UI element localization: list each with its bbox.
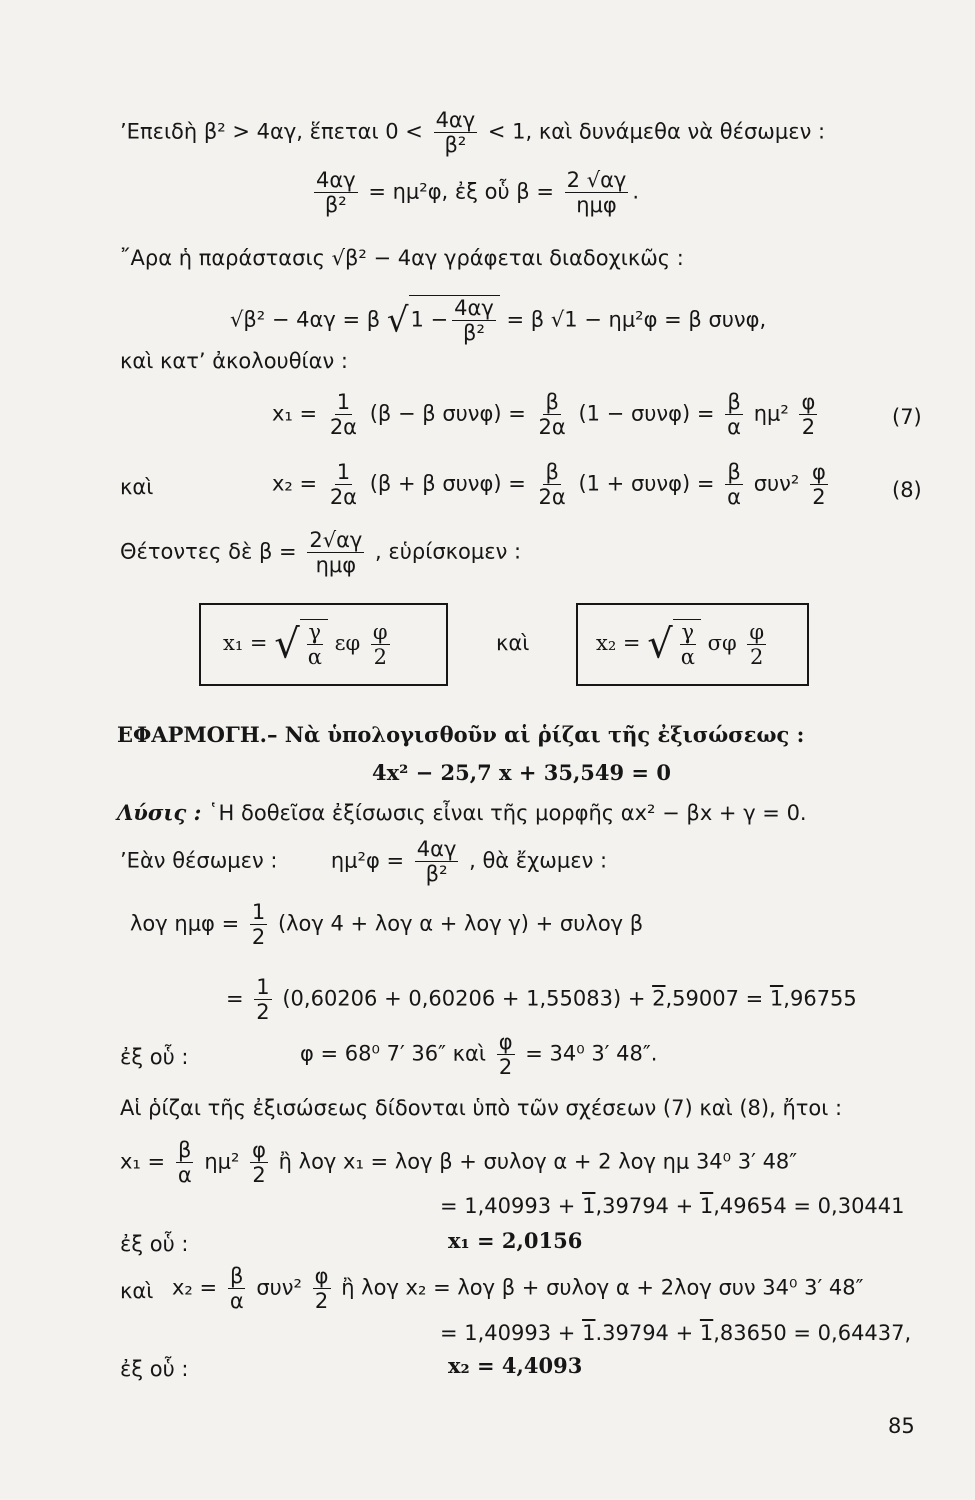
numerator: φ — [498, 1030, 513, 1054]
denominator: 2α — [329, 485, 358, 509]
text: λογ ημφ = — [130, 911, 240, 936]
text: 1 − — [410, 307, 449, 332]
x2-result: x₂ = 4,4093 — [448, 1353, 583, 1378]
text: (λογ 4 + λογ α + λογ γ) + συλογ β — [277, 911, 644, 936]
radicand — [300, 619, 328, 669]
denominator: 2 — [498, 1055, 513, 1079]
denominator: 2 — [252, 1163, 266, 1187]
root-2-line — [172, 1264, 864, 1313]
kai-label: καὶ — [120, 475, 154, 499]
bar-digit: 1 — [699, 1321, 714, 1345]
text: συν² — [753, 471, 800, 496]
numerator: φ — [749, 620, 765, 644]
fraction — [565, 168, 629, 217]
fraction — [314, 168, 358, 217]
line-8 — [120, 528, 521, 577]
fraction — [328, 460, 359, 509]
fraction — [176, 1138, 194, 1187]
denominator: 2α — [538, 415, 566, 439]
line-2: $\frac{4\alpha\gamma}{\text{β²}}$ = ημ²φ, ἐξ οὗ β = $\frac{2 √\alpha\gamma}{\text{ημφ}}$ . — [316, 168, 640, 217]
solution-line — [117, 800, 807, 826]
text: = β √1 − ημ²φ = β συνφ, — [506, 307, 767, 332]
denominator: 2α — [538, 485, 566, 509]
set-line — [120, 837, 607, 886]
fraction — [371, 620, 390, 669]
radical-sign: √ — [274, 621, 300, 668]
fraction — [250, 900, 267, 949]
kai-label: καὶ — [120, 1279, 154, 1303]
fraction — [313, 1264, 331, 1313]
text: (β − β συνφ) = — [369, 401, 526, 426]
solution-label: Λύσις : — [117, 800, 202, 825]
numerator: β — [545, 460, 559, 484]
numerator: φ — [801, 390, 816, 414]
text: = — [226, 986, 244, 1011]
text: (1 + συνφ) = — [578, 471, 715, 496]
text: ημ²φ = — [330, 848, 405, 873]
numerator: β — [727, 390, 741, 414]
application-heading: ΕΦΑΡΜΟΓΗ.– Νὰ ὑπολογισθοῦν αἱ ῥίζαι τῆς ἐξισώσεως : — [117, 722, 805, 747]
text: ῾Η δοθεῖσα ἐξίσωσις εἶναι τῆς μορφῆς αx² − βx + γ = 0. — [208, 801, 807, 825]
text: x₂ = — [172, 1275, 218, 1300]
denominator: α — [680, 645, 695, 669]
denominator: β² — [463, 321, 485, 345]
line-1 — [120, 108, 825, 157]
application-equation: 4x² − 25,7 x + 35,549 = 0 — [372, 760, 671, 785]
numerator: φ — [314, 1264, 329, 1288]
text: συν² — [256, 1275, 302, 1300]
text: , εὑρίσκομεν : — [375, 539, 522, 564]
numerator: β — [178, 1138, 192, 1162]
denominator: β² — [425, 862, 448, 886]
radical-sign: √ — [386, 300, 409, 341]
numerator: 1 — [251, 900, 266, 924]
text: ’Εὰν θέσωμεν : — [120, 848, 278, 873]
text: (β + β συνφ) = — [369, 471, 526, 496]
denominator: α — [229, 1289, 244, 1313]
fraction — [250, 1138, 268, 1187]
numerator: 1 — [336, 460, 351, 484]
denominator: 2 — [314, 1289, 329, 1313]
text: ,96755 — [783, 986, 857, 1011]
fraction — [307, 528, 364, 577]
fraction — [679, 620, 697, 669]
phi-label: ἐξ οὗ : — [120, 1045, 189, 1069]
numerator: φ — [372, 620, 388, 644]
numerator: φ — [252, 1138, 266, 1162]
x1-result: x₁ = 2,0156 — [448, 1228, 583, 1253]
text: ,49654 = 0,30441 — [713, 1194, 905, 1218]
root-1-value — [440, 1193, 905, 1219]
phi-line — [300, 1030, 657, 1079]
fraction — [415, 837, 459, 886]
denominator: α — [177, 1163, 192, 1187]
denominator: 2 — [750, 645, 764, 669]
text: Θέτοντες δὲ β = — [120, 539, 297, 564]
bar-digit: 1 — [699, 1194, 714, 1218]
text: ,59007 = — [665, 986, 770, 1011]
log-line-2 — [226, 975, 857, 1024]
text: ῎Αρα ἡ παράστασις √β² − 4αγ γράφεται διαδοχικῶς : — [120, 246, 684, 270]
denominator: 2 — [801, 415, 816, 439]
text: = ημ²φ, ἐξ οὗ β = — [368, 179, 554, 204]
numerator: 4αγ — [316, 168, 356, 192]
result-box-x1 — [199, 603, 448, 686]
result-box-x2 — [576, 603, 809, 686]
fraction — [537, 460, 568, 509]
root-1-line — [120, 1138, 797, 1187]
text: ημ² — [204, 1149, 240, 1174]
text: σφ — [707, 631, 737, 655]
equation-number: (7) — [892, 405, 922, 429]
denominator: α — [307, 645, 322, 669]
numerator: 2√αγ — [309, 528, 363, 552]
bar-digit: 2 — [652, 986, 666, 1011]
denominator: 2α — [329, 415, 358, 439]
log-line-1 — [130, 900, 643, 949]
fraction — [810, 460, 828, 509]
text: εφ — [334, 631, 361, 655]
fraction — [452, 296, 496, 345]
text: ημ² — [753, 401, 789, 426]
denominator: α — [727, 415, 741, 439]
numerator: 4αγ — [416, 837, 457, 861]
bar-digit: 1 — [582, 1321, 596, 1345]
denominator: ημφ — [315, 553, 357, 577]
numerator: 1 — [256, 975, 270, 999]
numerator: 4αγ — [435, 108, 476, 132]
numerator: γ — [681, 620, 695, 644]
bar-digit: 1 — [582, 1194, 596, 1218]
text: ,39794 + — [595, 1194, 700, 1218]
fraction — [537, 390, 568, 439]
text: ,83650 = 0,64437, — [713, 1321, 912, 1345]
text: ἢ λογ x₁ = λογ β + συλογ α + 2 λογ ημ 34⁰ 3′ 48″ — [278, 1149, 798, 1174]
fraction — [725, 390, 743, 439]
root-2-value — [440, 1320, 911, 1346]
text: , θὰ ἔχωμεν : — [469, 848, 608, 873]
equation-number: (8) — [892, 478, 922, 502]
text: √β² − 4αγ = β — [230, 307, 381, 332]
boxed-formula — [596, 619, 770, 669]
text: (1 − συνφ) = — [578, 401, 715, 426]
numerator: 2 √αγ — [566, 168, 627, 192]
numerator: γ — [308, 620, 322, 644]
roots-intro: Αἱ ῥίζαι τῆς ἐξισώσεως δίδονται ὑπὸ τῶν σχέσεων (7) καὶ (8), ἤτοι : — [120, 1096, 843, 1120]
bar-digit: 1 — [769, 986, 784, 1011]
text: ’Επειδὴ β² > 4αγ, ἕπεται 0 < — [120, 119, 423, 144]
x1-label: ἐξ οὗ : — [120, 1232, 189, 1256]
fraction — [725, 460, 743, 509]
denominator: β² — [324, 193, 347, 217]
kai-label: καὶ — [496, 631, 530, 655]
numerator: β — [230, 1264, 244, 1288]
text: = 1,40993 + — [440, 1321, 583, 1345]
fraction — [747, 620, 766, 669]
text: x₁ = — [272, 401, 318, 426]
text: x₁ = — [223, 631, 268, 655]
boxed-formula — [223, 619, 394, 669]
denominator: 2 — [256, 1000, 270, 1024]
text: φ = 68⁰ 7′ 36″ καὶ — [300, 1041, 486, 1066]
denominator: 2 — [373, 645, 387, 669]
radicand — [409, 295, 500, 345]
text: καὶ κατ’ ἀκολουθίαν : — [120, 349, 348, 373]
text: x₂ = — [272, 471, 318, 496]
denominator: ημφ — [576, 193, 617, 217]
fraction — [497, 1030, 515, 1079]
fraction — [328, 390, 359, 439]
text: x₂ = — [596, 631, 641, 655]
numerator: β — [545, 390, 559, 414]
fraction — [434, 108, 478, 157]
fraction — [254, 975, 271, 1024]
radicand — [673, 619, 701, 669]
text: < 1, καὶ δυνάμεθα νὰ θέσωμεν : — [487, 119, 826, 144]
radical-sign: √ — [647, 621, 673, 668]
line-4 — [230, 295, 766, 345]
numerator: 1 — [336, 390, 351, 414]
page-number: 85 — [888, 1414, 915, 1438]
fraction — [306, 620, 324, 669]
text: x₁ = — [120, 1149, 166, 1174]
denominator: 2 — [251, 925, 266, 949]
line-3 — [120, 245, 684, 271]
text: (0,60206 + 0,60206 + 1,55083) + — [282, 986, 653, 1011]
numerator: β — [727, 460, 741, 484]
text: = 34⁰ 3′ 48″. — [525, 1041, 658, 1066]
denominator: 2 — [812, 485, 826, 509]
x2-label: ἐξ οὗ : — [120, 1357, 189, 1381]
denominator: α — [727, 485, 741, 509]
text: .39794 + — [595, 1321, 700, 1345]
text: = 1,40993 + — [440, 1194, 583, 1218]
equation-7 — [272, 390, 821, 439]
denominator: β² — [444, 133, 467, 157]
fraction — [228, 1264, 246, 1313]
equation-8 — [272, 460, 832, 509]
text: ἢ λογ x₂ = λογ β + συλογ α + 2λογ συν 34⁰ 3′ 48″ — [341, 1275, 864, 1300]
fraction — [799, 390, 817, 439]
numerator: φ — [811, 460, 826, 484]
numerator: 4αγ — [454, 296, 494, 320]
line-5 — [120, 348, 348, 374]
